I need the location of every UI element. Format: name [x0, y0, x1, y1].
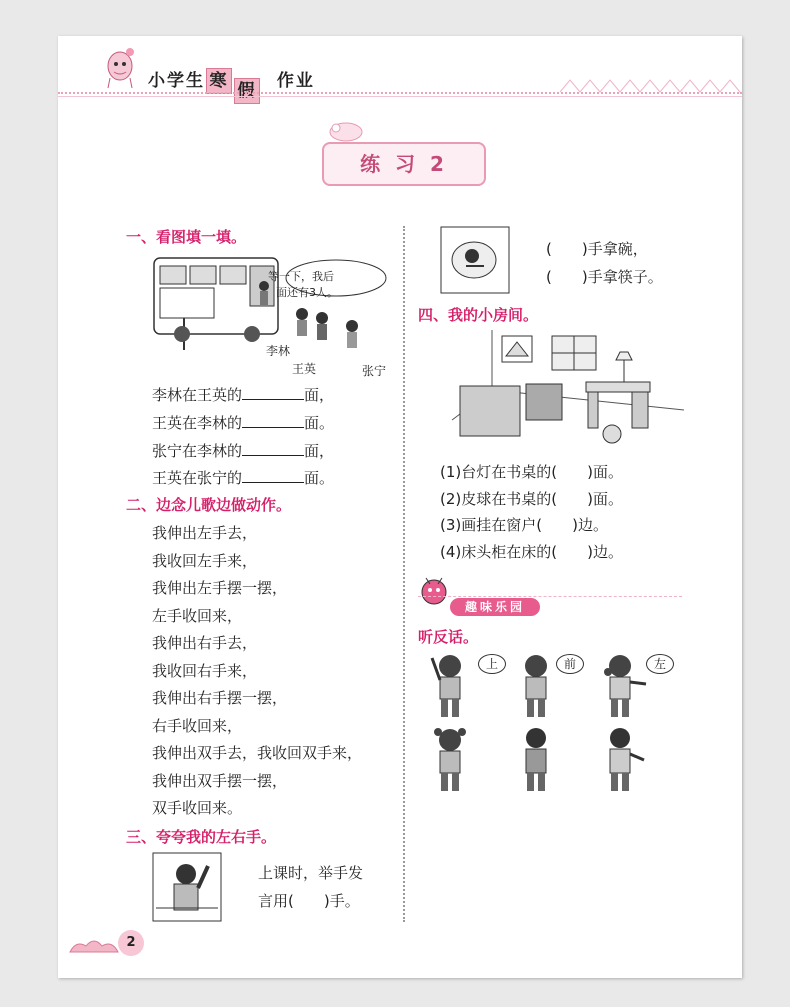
fill-line-3: 张宁在李林的 面，	[152, 442, 335, 460]
chopsticks-hand-line: ( )手拿筷子。	[546, 268, 663, 286]
room-question-2: (2)皮球在书桌的( )面。	[440, 490, 623, 508]
poem-line: 我伸出左手去，	[152, 524, 258, 542]
room-illustration	[452, 330, 684, 454]
room-question-3: (3)画挂在窗户( )边。	[440, 516, 608, 534]
poem-line: 双手收回来。	[152, 799, 243, 817]
header-suffix: 作业	[276, 71, 315, 91]
section-2-heading: 二、边念儿歌边做动作。	[126, 496, 292, 514]
fun-corner-label: 趣味乐园	[450, 598, 540, 616]
poem-line: 右手收回来，	[152, 717, 243, 735]
poem-line: 我伸出双手去，我收回双手来，	[152, 744, 363, 762]
speech-line-1: 等一下，我后	[268, 270, 334, 283]
poem-line: 我伸出右手摆一摆，	[152, 689, 288, 707]
column-divider	[403, 226, 405, 922]
page-number: 2	[118, 930, 144, 956]
header-divider	[58, 92, 742, 94]
girl-pointing-left	[600, 650, 650, 720]
header-prefix: 小学生	[148, 71, 205, 91]
section-4-heading: 四、我的小房间。	[418, 306, 539, 324]
room-question-1: (1)台灯在书桌的( )面。	[440, 463, 623, 481]
section-1-heading: 一、看图填一填。	[126, 228, 247, 246]
title-ornament	[316, 118, 376, 144]
header-box-2: 假	[234, 78, 260, 104]
poem-line: 我伸出双手摆一摆，	[152, 772, 288, 790]
name-wang-ying: 王英	[292, 362, 317, 376]
name-li-lin: 李林	[266, 344, 291, 358]
child-side-view	[600, 724, 650, 794]
hand-raise-line-1: 上课时，举手发	[258, 864, 364, 882]
mascot-icon	[102, 44, 142, 90]
fill-line-1: 李林在王英的 面，	[152, 386, 335, 404]
speech-line-2: 面还有3人。	[276, 286, 338, 299]
exercise-title: 练 习 2	[322, 142, 486, 186]
poem-line: 我伸出左手摆一摆，	[152, 579, 288, 597]
poem-line: 我伸出右手去，	[152, 634, 258, 652]
fill-line-2: 王英在李林的 面。	[152, 414, 335, 432]
bowl-hand-line: ( )手拿碗，	[546, 240, 648, 258]
header-title	[148, 66, 315, 101]
hand-raise-line-2: 言用( )手。	[258, 892, 360, 910]
child-facing-front	[516, 650, 556, 720]
poem-line: 左手收回来，	[152, 607, 243, 625]
fill-line-4: 王英在张宁的 面。	[152, 469, 335, 487]
header-box-1: 寒	[206, 68, 232, 94]
header-divider-2	[58, 96, 742, 97]
raise-hand-illustration	[152, 852, 222, 922]
bubble-up: 上	[478, 654, 506, 674]
poem-line: 我收回左手来，	[152, 552, 258, 570]
fun-heading: 听反话。	[418, 628, 479, 646]
eating-illustration	[440, 226, 510, 294]
room-question-4: (4)床头柜在床的( )边。	[440, 543, 623, 561]
bubble-left: 左	[646, 654, 674, 674]
bubble-front: 前	[556, 654, 584, 674]
child-back-view	[516, 724, 556, 794]
header-zigzag	[560, 78, 740, 92]
section-3-heading: 三、夸夸我的左右手。	[126, 828, 277, 846]
child-pointing-up	[428, 650, 474, 720]
poem-line: 我收回右手来，	[152, 662, 258, 680]
cloud-ornament-icon	[66, 934, 122, 958]
name-zhang-ning: 张宁	[362, 364, 387, 378]
girl-back-view	[428, 724, 474, 794]
